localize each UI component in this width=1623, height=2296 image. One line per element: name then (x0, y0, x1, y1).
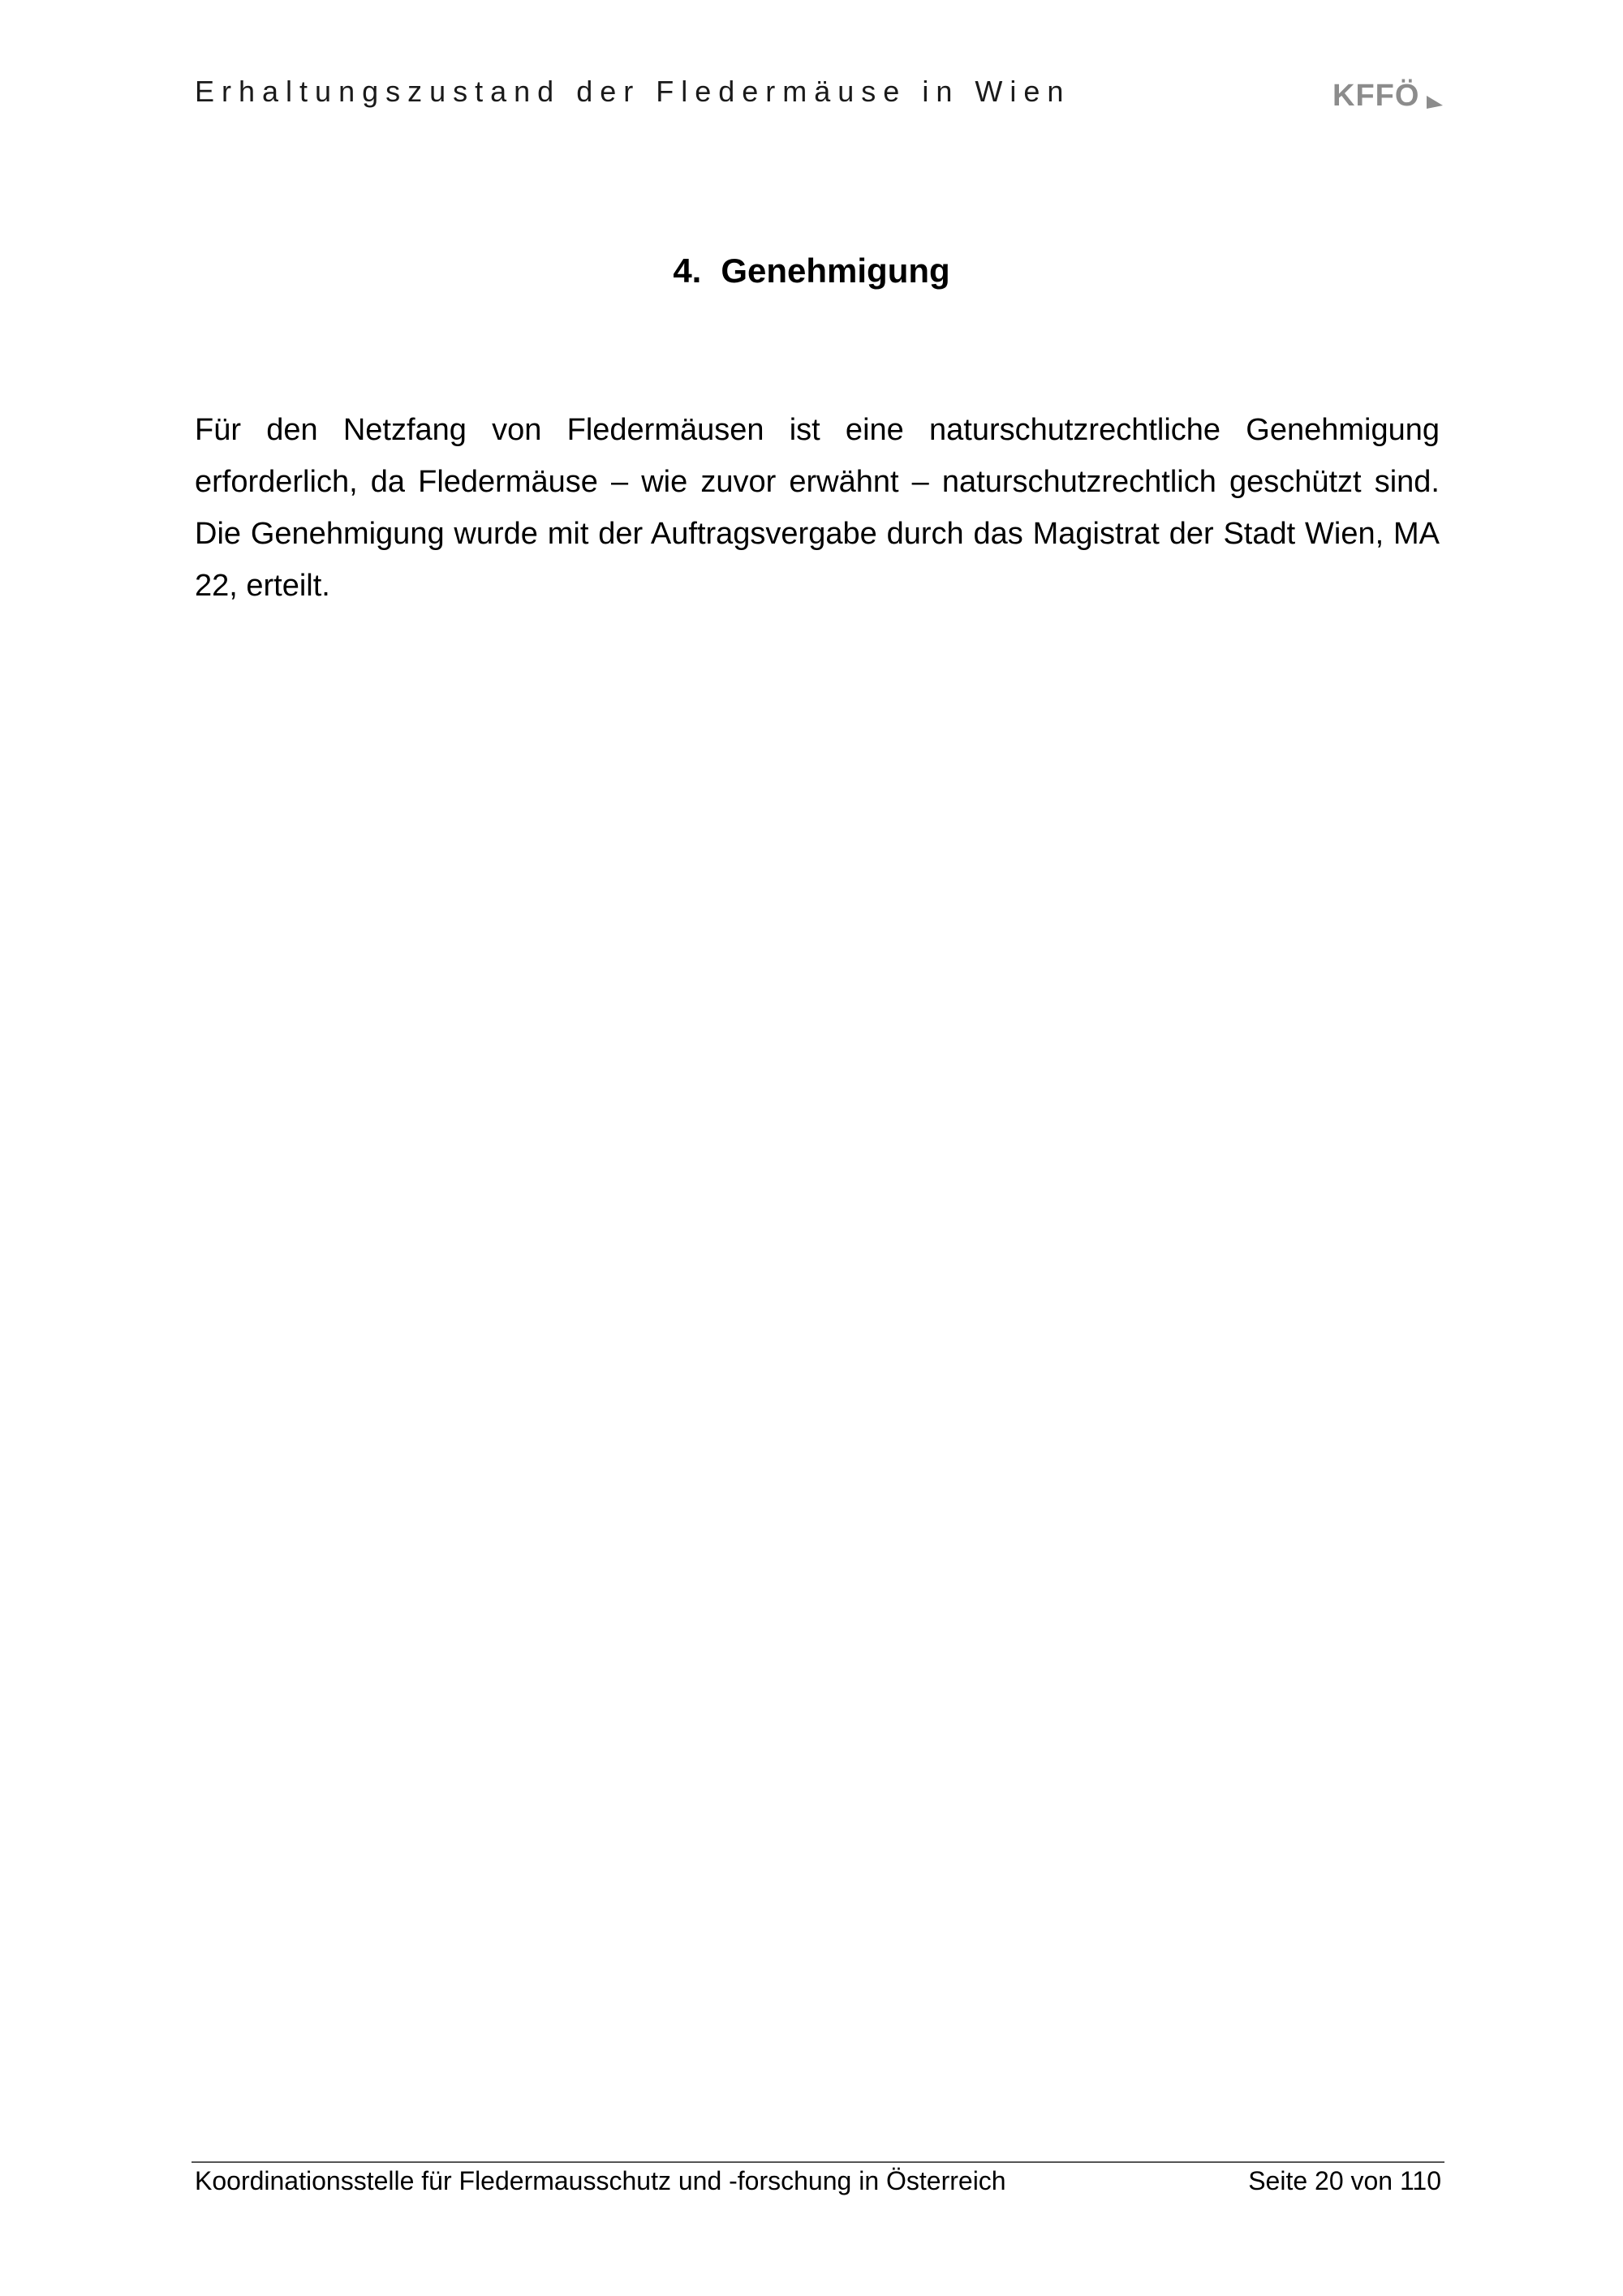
body-paragraph: Für den Netzfang von Fledermäusen ist eine naturschutzrechtliche Genehmigung erforderlich, da Fledermäuse – wie zuvor erwähnt – naturschutzrechtlich geschützt sind. Die Genehmigung wurde mit der Auftragsvergabe durch das Magistrat der Stadt Wien, MA 22, erteilt. (195, 413, 1440, 603)
section-heading (0, 252, 1623, 290)
footer-organization: Koordinationsstelle für Fledermausschutz und -forschung in Österreich (195, 2166, 1006, 2195)
running-header-title: Erhaltungszustand der Fledermäuse in Wien (195, 75, 1071, 108)
section-number: 4. (673, 252, 702, 290)
footer-page-number: Seite 20 von 110 (1248, 2166, 1441, 2195)
kffoe-logo (1331, 73, 1444, 114)
section-title: Genehmigung (721, 252, 950, 290)
logo-text: KFFÖ (1332, 79, 1420, 113)
logo-bat-wing-icon (1427, 96, 1443, 109)
footer-divider (192, 2161, 1444, 2163)
